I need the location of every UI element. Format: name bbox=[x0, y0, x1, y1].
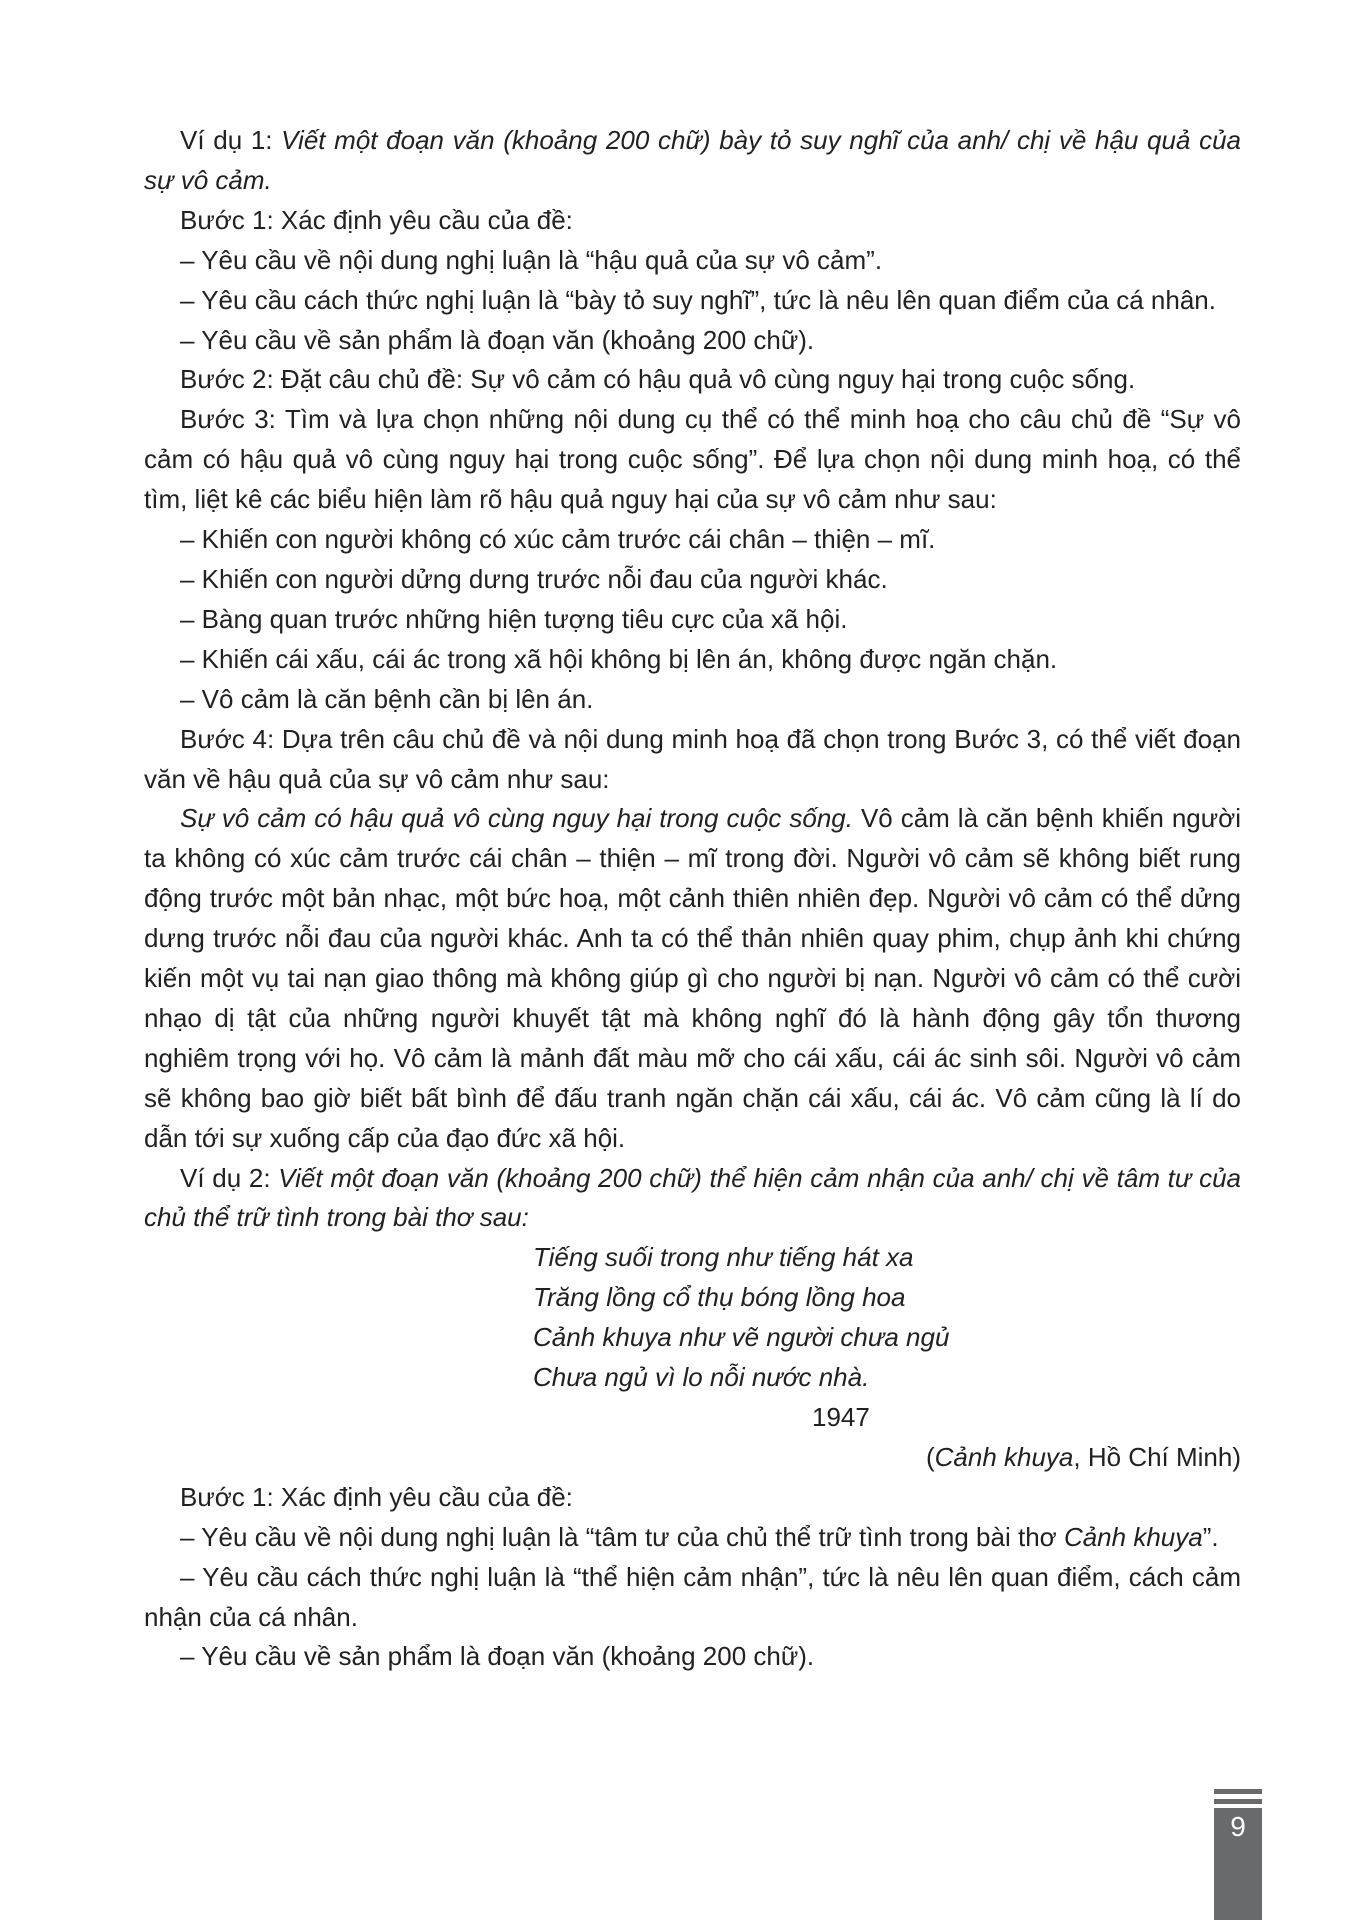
text-run: Ví dụ 2: bbox=[180, 1162, 279, 1193]
italic-text-run: Sự vô cảm có hậu quả vô cùng nguy hại trong cuộc sống. bbox=[180, 803, 853, 834]
italic-text-run: Cảnh khuya bbox=[934, 1441, 1074, 1472]
paragraph bbox=[144, 400, 1241, 520]
text-content bbox=[144, 121, 1241, 1677]
paragraph bbox=[144, 1558, 1241, 1638]
italic-text-run: Viết một đoạn văn (khoảng 200 chữ) bày tỏ suy nghĩ của anh/ chị về hậu quả của sự vô cảm. bbox=[144, 125, 1241, 195]
tab-decoration-line-top bbox=[1214, 1789, 1262, 1794]
page-number-tab bbox=[1214, 1789, 1262, 1920]
paragraph bbox=[144, 281, 1241, 321]
poem-line: Chưa ngủ vì lo nỗi nước nhà. bbox=[533, 1362, 870, 1393]
paragraph bbox=[144, 1478, 1241, 1518]
paragraph bbox=[144, 640, 1241, 680]
italic-text-run: Viết một đoạn văn (khoảng 200 chữ) thể hiện cảm nhận của anh/ chị về tâm tư của chủ thể trữ tình trong bài thơ sau: bbox=[144, 1162, 1241, 1233]
text-run: – Yêu cầu về nội dung nghị luận là “tâm tư của chủ thể trữ tình trong bài thơ bbox=[180, 1521, 1064, 1552]
text-run: – Khiến cái xấu, cái ác trong xã hội không bị lên án, không được ngăn chặn. bbox=[180, 643, 1058, 674]
text-run: – Yêu cầu cách thức nghị luận là “thể hiện cảm nhận”, tức là nêu lên quan điểm, cách cảm nhận của cá nhân. bbox=[144, 1561, 1241, 1632]
paragraph bbox=[144, 1159, 1241, 1239]
paragraph bbox=[144, 520, 1241, 560]
text-run: – Vô cảm là căn bệnh cần bị lên án. bbox=[180, 683, 594, 714]
text-run: – Yêu cầu về sản phẩm là đoạn văn (khoảng 200 chữ). bbox=[180, 324, 815, 355]
paragraph bbox=[144, 600, 1241, 640]
paragraph bbox=[144, 680, 1241, 720]
text-run: ”. bbox=[1202, 1521, 1219, 1552]
paragraph bbox=[144, 321, 1241, 361]
paragraph bbox=[144, 1518, 1241, 1558]
poem-line: Cảnh khuya như vẽ người chưa ngủ bbox=[533, 1322, 950, 1353]
text-run: , Hồ Chí Minh) bbox=[1073, 1441, 1241, 1472]
paragraph bbox=[144, 241, 1241, 281]
text-run: – Bàng quan trước những hiện tượng tiêu cực của xã hội. bbox=[180, 603, 848, 634]
page-number: 9 bbox=[1230, 1811, 1246, 1842]
text-run: ( bbox=[925, 1441, 935, 1472]
poem-line: Tiếng suối trong như tiếng hát xa bbox=[533, 1242, 914, 1273]
paragraph bbox=[144, 201, 1241, 241]
paragraph bbox=[144, 560, 1241, 600]
text-run: Bước 3: Tìm và lựa chọn những nội dung cụ thể có thể minh hoạ cho câu chủ đề “Sự vô cảm có hậu quả vô cùng nguy hại trong cuộc sống”. Để lựa chọn nội dung minh hoạ, có thể tìm, liệt kê các biểu hiện làm rõ hậu quả nguy hại của sự vô cảm như sau: bbox=[144, 404, 1241, 515]
text-run: Bước 4: Dựa trên câu chủ đề và nội dung minh hoạ đã chọn trong Bước 3, có thể viết đoạn văn về hậu quả của sự vô cảm như sau: bbox=[144, 723, 1241, 794]
poem-attribution bbox=[144, 1438, 1241, 1478]
tab-decoration-line-bottom bbox=[1214, 1799, 1262, 1804]
paragraph bbox=[144, 799, 1241, 1158]
text-run: – Yêu cầu về sản phẩm là đoạn văn (khoảng 200 chữ). bbox=[180, 1641, 815, 1672]
text-run: – Khiến con người dửng dưng trước nỗi đau của người khác. bbox=[180, 563, 888, 594]
text-run: – Yêu cầu về nội dung nghị luận là “hậu quả của sự vô cảm”. bbox=[180, 244, 883, 275]
text-run: – Yêu cầu cách thức nghị luận là “bày tỏ suy nghĩ”, tức là nêu lên quan điểm của cá nhân. bbox=[180, 284, 1216, 315]
text-run: Bước 1: Xác định yêu cầu của đề: bbox=[180, 204, 573, 235]
poem-line: Trăng lồng cổ thụ bóng lồng hoa bbox=[533, 1282, 906, 1313]
page-number-bar bbox=[1214, 1808, 1262, 1920]
poem bbox=[533, 1238, 1241, 1398]
text-run: Ví dụ 1: bbox=[180, 125, 282, 155]
paragraph bbox=[144, 720, 1241, 800]
paragraph bbox=[144, 121, 1241, 201]
italic-text-run: Cảnh khuya bbox=[1063, 1521, 1203, 1552]
paragraph bbox=[144, 360, 1241, 400]
text-run: – Khiến con người không có xúc cảm trước cái chân – thiện – mĩ. bbox=[180, 524, 936, 555]
text-run: Bước 2: Đặt câu chủ đề: Sự vô cảm có hậu quả vô cùng nguy hại trong cuộc sống. bbox=[180, 364, 1136, 395]
text-run: Vô cảm là căn bệnh khiến người ta không có xúc cảm trước cái chân – thiện – mĩ trong đời. Người vô cảm sẽ không biết rung động trước một bản nhạc, một bức hoạ, một cảnh thiên nhiên đẹp. Người vô cảm có thể dửng dưng trước nỗi đau của người khác. Anh ta có thể thản nhiên quay phim, chụp ảnh khi chứng kiến một vụ tai nạn giao thông mà không giúp gì cho người bị nạn. Người vô cảm có thể cười nhạo dị tật của những người khuyết tật mà không nghĩ đó là hành động gây tổn thương nghiêm trọng với họ. Vô cảm là mảnh đất màu mỡ cho cái xấu, cái ác sinh sôi. Người vô cảm sẽ không bao giờ biết bất bình để đấu tranh ngăn chặn cái xấu, cái ác. Vô cảm cũng là lí do dẫn tới sự xuống cấp của đạo đức xã hội. bbox=[144, 803, 1241, 1153]
paragraph bbox=[144, 1637, 1241, 1677]
poem-year: 1947 bbox=[812, 1402, 870, 1432]
text-run: Bước 1: Xác định yêu cầu của đề: bbox=[180, 1481, 573, 1512]
